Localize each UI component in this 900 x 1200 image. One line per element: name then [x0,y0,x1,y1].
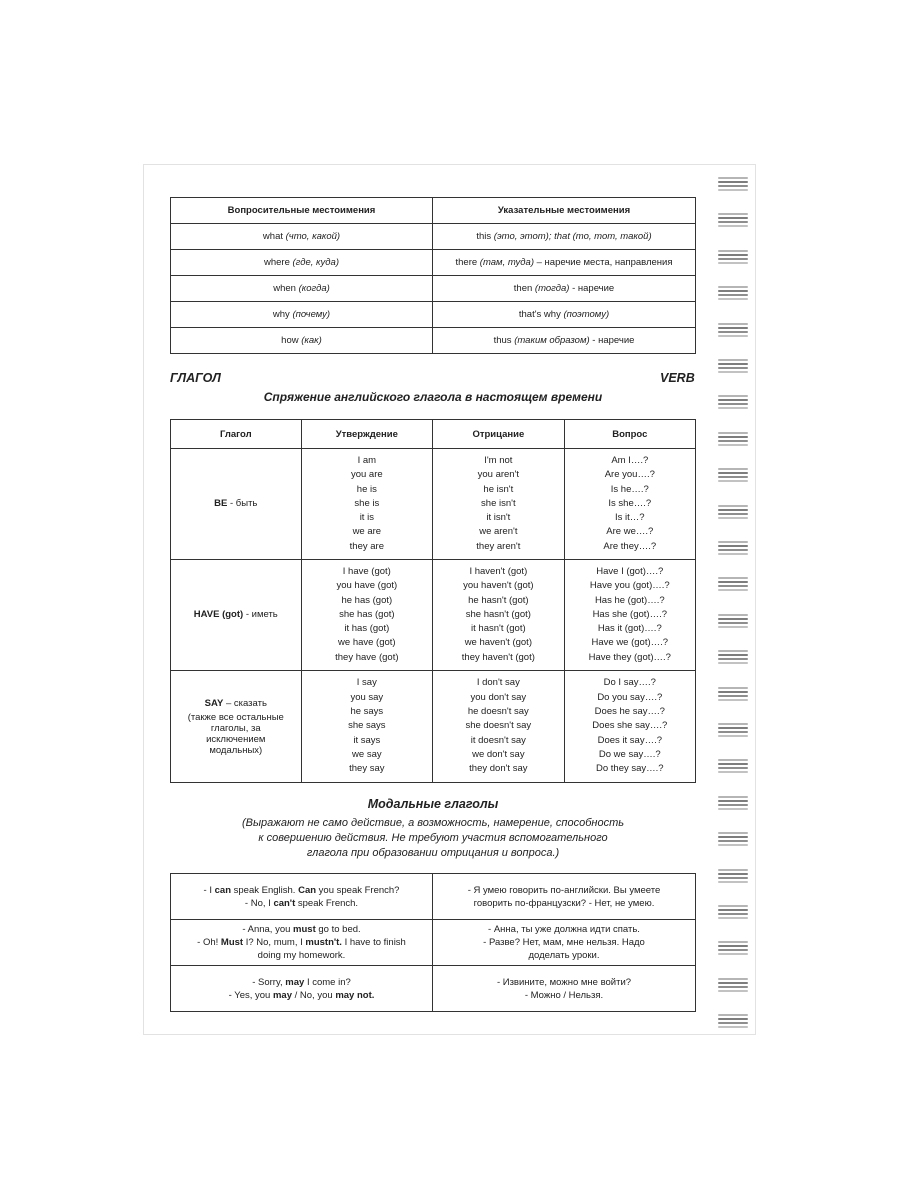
example-text: you speak French? [316,884,400,896]
pronoun-gloss: (тогда) [534,283,570,294]
form-line: Have we (got)….? [591,637,669,649]
modal-verb: mustn't. [305,937,342,948]
form-line: I don't say [476,677,520,689]
demonstrative-pronoun-cell [433,276,696,302]
spiral-ring [718,940,750,958]
form-line: I have (got) [342,565,391,577]
example-text: I? No, mum, I [243,937,306,948]
translation-line: - Анна, ты уже должна идти спать. [488,924,640,935]
modal-verb: may [285,976,305,988]
russian-translation-cell [433,920,696,966]
form-line: Am I….? [611,454,649,466]
spiral-ring [718,431,750,449]
translation-line: - Можно / Нельзя. [524,989,604,1001]
form-line: they don't say [469,763,528,775]
example-text: - Oh! [197,937,221,948]
spiral-ring [718,649,750,667]
pronoun-word: there [455,257,478,268]
conjugation-header-row [171,420,696,449]
english-example-cell [171,966,433,1012]
conjugation-table [170,419,696,783]
example-text: doing my homework. [257,950,346,961]
negative-cell [433,560,564,671]
form-line: Does it say….? [597,734,662,746]
form-line: I haven't (got) [469,565,528,577]
example-text: I come in? [304,976,351,988]
form-line: Do I say….? [603,677,656,689]
pronoun-word: when [273,283,296,294]
demonstrative-pronoun-cell [433,302,696,328]
verb-gloss: - быть [227,497,258,509]
demonstrative-pronouns-header: Указательные местоимения [433,198,696,224]
modal-description-line: к совершению действия. Не требуют участия вспомогательного [258,832,608,844]
affirmative-cell [301,449,433,560]
form-line: he isn't [483,483,514,495]
spiral-ring [718,977,750,995]
form-line: it hasn't (got) [471,623,526,635]
pronoun-gloss: (где, куда) [292,257,339,268]
pronoun-note: - наречие [569,283,615,294]
form-line: I say [356,677,377,689]
form-line: he has (got) [341,594,393,606]
affirmative-cell [301,560,433,671]
form-line: you don't say [470,691,527,703]
form-line: Has she (got)….? [592,608,668,620]
affirmative-column-header: Утверждение [301,420,433,449]
spiral-ring [718,467,750,485]
form-line: I'm not [484,454,513,466]
spiral-ring [718,868,750,886]
example-text: I have to finish [341,937,406,948]
verb-word: HAVE (got) [193,608,244,620]
spiral-ring [718,1013,750,1031]
example-line [171,897,432,910]
spiral-ring [718,686,750,704]
modal-verb: Can [298,884,317,896]
negative-column-header: Отрицание [433,420,564,449]
form-line: it says [353,734,381,746]
modal-verb: can't [273,897,296,909]
spiral-ring [718,176,750,194]
spiral-ring [718,249,750,267]
form-line: Has it (got)….? [597,623,662,635]
form-line: Is it…? [615,512,645,524]
translation-line: - Извините, можно мне войти? [496,976,632,988]
spiral-ring [718,613,750,631]
pronoun-gloss: (поэтому) [563,309,610,320]
conjugation-subtitle: Спряжение английского глагола в настоящем времени [263,390,603,404]
form-line: Has he (got)….? [594,594,665,606]
pronouns-header-row [171,198,696,224]
translation-line: - Я умею говорить по-английски. Вы умеете [467,884,661,896]
modal-description-line: глагола при образовании отрицания и вопроса.) [306,847,560,859]
form-line: we don't say [472,748,525,760]
pronoun-word: this [476,231,492,242]
example-line [171,923,432,936]
negative-cell [433,449,564,560]
demonstrative-pronoun-cell [433,224,696,250]
example-line [171,976,432,989]
conjugation-row [171,671,696,783]
spiral-ring [718,358,750,376]
translation-line: доделать уроки. [528,950,600,961]
verb-note-line: модальных) [209,744,263,756]
form-line: Is he….? [610,483,649,495]
modal-verb: must [293,924,316,935]
pronoun-gloss: (почему) [292,309,331,320]
example-line [171,949,432,962]
form-line: it doesn't say [470,734,526,746]
example-line [171,884,432,897]
example-text: - I [203,884,215,896]
pronoun-note: - наречие [589,335,635,346]
spiral-ring [718,831,750,849]
form-line: it has (got) [344,623,390,635]
spiral-ring [718,504,750,522]
modal-example-row [171,966,696,1012]
verb-note-line: глаголы, за [210,722,261,734]
form-line: you aren't [477,469,520,481]
spiral-ring [718,285,750,303]
pronoun-row [171,276,696,302]
form-line: we say [352,748,382,760]
modal-verbs-description [200,816,666,861]
modal-example-row [171,874,696,920]
question-cell [564,560,695,671]
interrogative-pronoun-cell [171,276,433,302]
pronoun-word: then [513,283,533,294]
form-line: you haven't (got) [463,580,534,592]
verb-column-header: Глагол [171,420,302,449]
example-line [171,989,432,1002]
pronoun-gloss: (там, туда) [479,257,534,268]
question-column-header: Вопрос [564,420,695,449]
verb-note-line: (также все остальные [187,711,284,723]
example-text: - Sorry, [252,976,286,988]
pronoun-gloss: (когда) [298,283,330,294]
verb-name [214,498,257,509]
form-line: he says [350,706,384,718]
interrogative-pronoun-cell [171,328,433,354]
pronoun-gloss: (как) [301,335,322,346]
question-cell [564,671,695,783]
spiral-ring [718,212,750,230]
example-text: - Anna, you [242,924,294,935]
pronoun-note: – наречие места, направления [534,257,673,268]
pronoun-gloss: (это, этот); that (то, тот, такой) [493,231,652,242]
verb-word: SAY [204,698,224,710]
question-cell [564,449,695,560]
russian-translation-cell [433,874,696,920]
form-line: Is she….? [608,497,652,509]
modal-verb: Must [220,937,244,948]
form-line: they have (got) [335,651,399,663]
verb-heading-en: VERB [660,371,695,385]
form-line: you are [350,469,383,481]
modal-verb: may [272,989,292,1001]
pronoun-row [171,224,696,250]
verb-gloss: - иметь [243,608,278,620]
form-line: Does she say….? [592,720,668,732]
verb-cell [171,449,302,560]
interrogative-pronoun-cell [171,224,433,250]
example-text: speak French. [295,897,359,909]
affirmative-cell [301,671,433,783]
form-line: they are [349,540,384,552]
form-line: she doesn't say [465,720,532,732]
form-line: we haven't (got) [464,637,532,649]
modal-verb: may not. [335,989,375,1001]
spiral-ring [718,904,750,922]
example-text: - No, I [244,897,274,909]
form-line: I am [357,454,377,466]
interrogative-pronoun-cell [171,302,433,328]
english-example-cell [171,920,433,966]
example-text: speak English. [231,884,299,896]
modal-verbs-title: Модальные глаголы [367,797,499,811]
form-line: it isn't [486,512,511,524]
pronoun-word: thus [493,335,512,346]
form-line: Does he say….? [594,706,665,718]
modal-description-line: (Выражают не само действие, а возможность, намерение, способность [241,817,625,829]
pronoun-row [171,302,696,328]
pronoun-word: that's why [518,309,561,320]
demonstrative-pronoun-cell [433,328,696,354]
verb-name [194,609,278,620]
verb-name [171,697,301,711]
pronouns-table [170,197,696,354]
form-line: Are they….? [603,540,657,552]
pronoun-word: where [263,257,290,268]
example-text: / No, you [292,989,336,1001]
form-line: they haven't (got) [461,651,535,663]
form-line: Have they (got)….? [588,651,671,663]
form-line: we aren't [479,526,518,538]
form-line: she isn't [481,497,516,509]
spiral-binding [718,176,752,1036]
spiral-ring [718,322,750,340]
pronoun-row [171,250,696,276]
example-text: - Yes, you [228,989,273,1001]
verb-heading-ru: ГЛАГОЛ [170,371,221,385]
spiral-ring [718,540,750,558]
form-line: you have (got) [336,580,398,592]
verb-word: BE [214,497,228,509]
form-line: Are we….? [606,526,654,538]
form-line: you say [350,691,384,703]
demonstrative-pronoun-cell [433,250,696,276]
form-line: she is [354,497,380,509]
modal-example-row [171,920,696,966]
form-line: he is [356,483,377,495]
form-line: they say [349,763,385,775]
form-line: Have you (got)….? [589,580,670,592]
pronoun-row [171,328,696,354]
example-text: go to bed. [315,924,361,935]
negative-cell [433,671,564,783]
pronoun-word: what [262,231,283,242]
form-line: they aren't [476,540,521,552]
example-line [171,936,432,949]
verb-cell [171,560,302,671]
form-line: we have (got) [338,637,396,649]
pronoun-word: why [272,309,290,320]
translation-line: говорить по-французски? - Нет, не умею. [473,897,655,909]
form-line: Have I (got)….? [596,565,664,577]
interrogative-pronouns-header: Вопросительные местоимения [171,198,433,224]
form-line: Do they say….? [595,763,664,775]
verb-cell [171,671,302,783]
verb-gloss: – сказать [223,698,267,710]
pronoun-gloss: (таким образом) [514,335,590,346]
form-line: we are [352,526,382,538]
spiral-ring [718,394,750,412]
form-line: Do we say….? [598,748,661,760]
modal-verb: can [214,884,231,896]
pronoun-word: how [281,335,299,346]
spiral-ring [718,576,750,594]
modal-examples-table [170,873,696,1012]
form-line: she says [348,720,386,732]
translation-line: - Разве? Нет, мам, мне нельзя. Надо [483,937,645,948]
form-line: Do you say….? [597,691,663,703]
verb-note-line: исключением [206,733,266,745]
form-line: he doesn't say [467,706,529,718]
conjugation-row [171,560,696,671]
spiral-ring [718,795,750,813]
form-line: she hasn't (got) [465,608,531,620]
form-line: she has (got) [339,608,395,620]
russian-translation-cell [433,966,696,1012]
spiral-ring [718,722,750,740]
form-line: it is [359,512,374,524]
interrogative-pronoun-cell [171,250,433,276]
form-line: Are you….? [604,469,655,481]
english-example-cell [171,874,433,920]
form-line: he hasn't (got) [468,594,529,606]
spiral-ring [718,758,750,776]
pronoun-gloss: (что, какой) [285,231,341,242]
conjugation-row [171,449,696,560]
